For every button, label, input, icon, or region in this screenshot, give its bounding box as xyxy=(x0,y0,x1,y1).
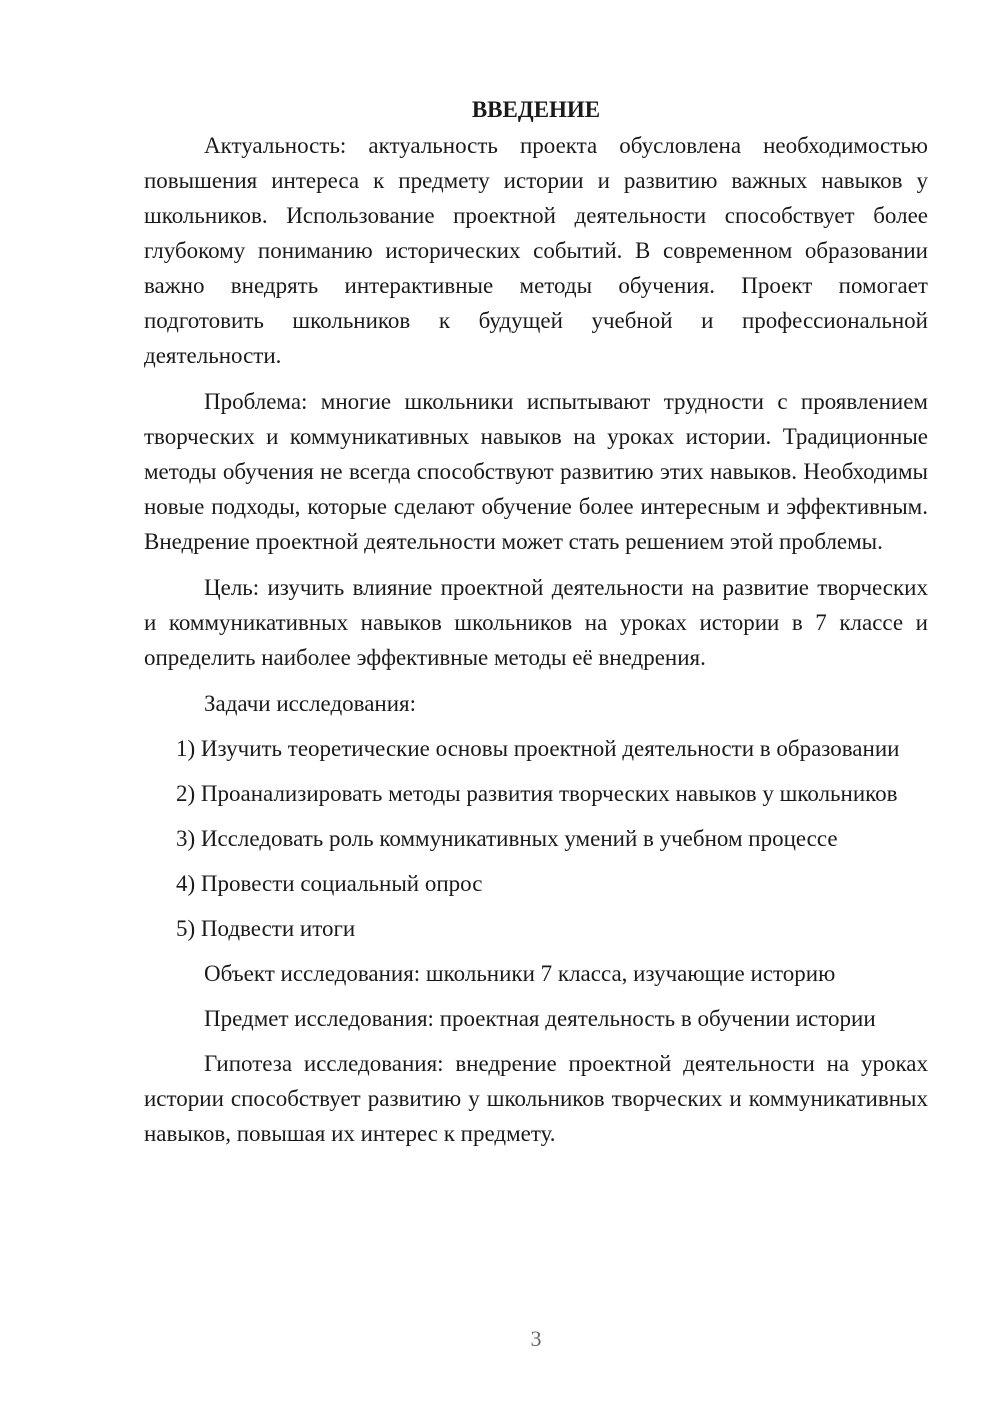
section-heading: ВВЕДЕНИЕ xyxy=(471,97,601,122)
tasks-list xyxy=(144,731,928,946)
list-item: 2) Проанализировать методы развития творческих навыков у школьников xyxy=(176,781,898,806)
page-number: 3 xyxy=(530,1326,542,1351)
list-item: 1) Изучить теоретические основы проектной деятельности в образовании xyxy=(176,736,900,761)
research-hypothesis: Гипотеза исследования: внедрение проектной деятельности на уроках истории способствует развитию у школьников творческих и коммуникативных навыков, повышая их интерес к предмету. xyxy=(144,1051,928,1146)
document-page xyxy=(144,92,928,1162)
tasks-intro: Задачи исследования: xyxy=(204,691,417,716)
research-subject: Предмет исследования: проектная деятельность в обучении истории xyxy=(204,1006,876,1031)
problem-paragraph: Проблема: многие школьники испытывают трудности с проявлением творческих и коммуникативных навыков на уроках истории. Традиционные методы обучения не всегда способствуют развитию этих навыков. Необходимы новые подходы, которые сделают обучение более интересным и эффективным. Внедрение проектной деятельности может стать решением этой проблемы. xyxy=(144,389,928,554)
research-object: Объект исследования: школьники 7 класса, изучающие историю xyxy=(204,961,836,986)
relevance-paragraph: Актуальность: актуальность проекта обусловлена необходимостью повышения интереса к предмету истории и развитию важных навыков у школьников. Использование проектной деятельности способствует более глубокому пониманию исторических событий. В современном образовании важно внедрять интерактивные методы обучения. Проект помогает подготовить школьников к будущей учебной и профессиональной деятельности. xyxy=(144,133,928,368)
goal-paragraph: Цель: изучить влияние проектной деятельности на развитие творческих и коммуникативных навыков школьников на уроках истории в 7 классе и определить наиболее эффективные методы её внедрения. xyxy=(144,575,928,670)
list-item: 3) Исследовать роль коммуникативных умений в учебном процессе xyxy=(176,826,838,851)
list-item: 4) Провести социальный опрос xyxy=(176,871,483,896)
list-item: 5) Подвести итоги xyxy=(176,916,356,941)
